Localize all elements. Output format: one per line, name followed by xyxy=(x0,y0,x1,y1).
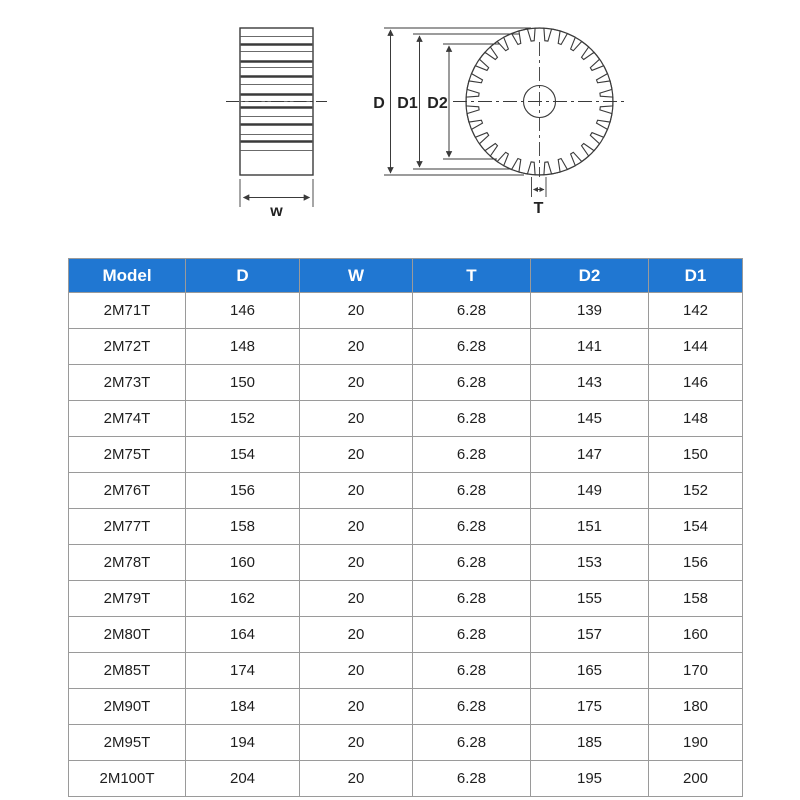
value-cell: 174 xyxy=(186,653,300,689)
table-row xyxy=(69,689,743,725)
value-cell: 6.28 xyxy=(413,473,531,509)
model-cell: 2M75T xyxy=(69,437,186,473)
table-row xyxy=(69,365,743,401)
value-cell: 195 xyxy=(531,761,649,797)
value-cell: 6.28 xyxy=(413,329,531,365)
model-cell: 2M79T xyxy=(69,581,186,617)
value-cell: 204 xyxy=(186,761,300,797)
value-cell: 150 xyxy=(649,437,743,473)
table-row xyxy=(69,617,743,653)
column-header: D1 xyxy=(649,259,743,293)
value-cell: 20 xyxy=(300,473,413,509)
width-dimension-label: w xyxy=(270,203,283,220)
model-cell: 2M71T xyxy=(69,293,186,329)
value-cell: 6.28 xyxy=(413,689,531,725)
d-dimension-label: D xyxy=(373,95,385,112)
value-cell: 6.28 xyxy=(413,437,531,473)
value-cell: 153 xyxy=(531,545,649,581)
model-cell: 2M76T xyxy=(69,473,186,509)
value-cell: 154 xyxy=(186,437,300,473)
value-cell: 200 xyxy=(649,761,743,797)
d2-dimension-label: D2 xyxy=(427,95,448,112)
value-cell: 175 xyxy=(531,689,649,725)
model-cell: 2M78T xyxy=(69,545,186,581)
value-cell: 194 xyxy=(186,725,300,761)
value-cell: 145 xyxy=(531,401,649,437)
pulley-drawing-svg xyxy=(0,0,800,245)
column-header: T xyxy=(413,259,531,293)
value-cell: 20 xyxy=(300,329,413,365)
value-cell: 190 xyxy=(649,725,743,761)
table-row xyxy=(69,401,743,437)
value-cell: 152 xyxy=(649,473,743,509)
value-cell: 152 xyxy=(186,401,300,437)
spec-table xyxy=(68,258,743,797)
value-cell: 20 xyxy=(300,689,413,725)
model-cell: 2M77T xyxy=(69,509,186,545)
table-row xyxy=(69,437,743,473)
value-cell: 154 xyxy=(649,509,743,545)
value-cell: 149 xyxy=(531,473,649,509)
value-cell: 156 xyxy=(649,545,743,581)
value-cell: 157 xyxy=(531,617,649,653)
value-cell: 164 xyxy=(186,617,300,653)
value-cell: 160 xyxy=(649,617,743,653)
value-cell: 6.28 xyxy=(413,761,531,797)
value-cell: 165 xyxy=(531,653,649,689)
value-cell: 162 xyxy=(186,581,300,617)
value-cell: 148 xyxy=(649,401,743,437)
value-cell: 158 xyxy=(649,581,743,617)
column-header: D2 xyxy=(531,259,649,293)
table-row xyxy=(69,329,743,365)
value-cell: 6.28 xyxy=(413,725,531,761)
table-row xyxy=(69,653,743,689)
value-cell: 20 xyxy=(300,653,413,689)
value-cell: 160 xyxy=(186,545,300,581)
pulley-front-view xyxy=(384,28,626,197)
value-cell: 141 xyxy=(531,329,649,365)
value-cell: 6.28 xyxy=(413,545,531,581)
value-cell: 20 xyxy=(300,617,413,653)
value-cell: 6.28 xyxy=(413,581,531,617)
value-cell: 20 xyxy=(300,365,413,401)
value-cell: 20 xyxy=(300,581,413,617)
value-cell: 148 xyxy=(186,329,300,365)
value-cell: 146 xyxy=(186,293,300,329)
value-cell: 144 xyxy=(649,329,743,365)
value-cell: 150 xyxy=(186,365,300,401)
table-row xyxy=(69,473,743,509)
side-view-tooth-lines xyxy=(241,37,313,151)
value-cell: 6.28 xyxy=(413,293,531,329)
value-cell: 156 xyxy=(186,473,300,509)
value-cell: 142 xyxy=(649,293,743,329)
model-cell: 2M80T xyxy=(69,617,186,653)
t-dimension-label: T xyxy=(533,200,544,217)
value-cell: 158 xyxy=(186,509,300,545)
value-cell: 20 xyxy=(300,545,413,581)
value-cell: 151 xyxy=(531,509,649,545)
value-cell: 6.28 xyxy=(413,617,531,653)
pulley-diagram xyxy=(0,0,800,245)
model-cell: 2M74T xyxy=(69,401,186,437)
model-cell: 2M73T xyxy=(69,365,186,401)
value-cell: 20 xyxy=(300,437,413,473)
table-row xyxy=(69,545,743,581)
column-header: W xyxy=(300,259,413,293)
value-cell: 20 xyxy=(300,293,413,329)
model-cell: 2M95T xyxy=(69,725,186,761)
value-cell: 6.28 xyxy=(413,401,531,437)
table-row xyxy=(69,725,743,761)
value-cell: 155 xyxy=(531,581,649,617)
table-row xyxy=(69,761,743,797)
table-row xyxy=(69,293,743,329)
value-cell: 143 xyxy=(531,365,649,401)
value-cell: 139 xyxy=(531,293,649,329)
value-cell: 20 xyxy=(300,509,413,545)
value-cell: 147 xyxy=(531,437,649,473)
value-cell: 6.28 xyxy=(413,509,531,545)
column-header: D xyxy=(186,259,300,293)
column-header: Model xyxy=(69,259,186,293)
model-cell: 2M90T xyxy=(69,689,186,725)
value-cell: 146 xyxy=(649,365,743,401)
value-cell: 184 xyxy=(186,689,300,725)
model-cell: 2M100T xyxy=(69,761,186,797)
value-cell: 20 xyxy=(300,761,413,797)
table-header-row xyxy=(69,259,743,293)
value-cell: 180 xyxy=(649,689,743,725)
value-cell: 170 xyxy=(649,653,743,689)
table-row xyxy=(69,509,743,545)
table-row xyxy=(69,581,743,617)
value-cell: 185 xyxy=(531,725,649,761)
value-cell: 20 xyxy=(300,725,413,761)
value-cell: 6.28 xyxy=(413,365,531,401)
model-cell: 2M72T xyxy=(69,329,186,365)
d1-dimension-label: D1 xyxy=(397,95,418,112)
model-cell: 2M85T xyxy=(69,653,186,689)
value-cell: 6.28 xyxy=(413,653,531,689)
pulley-side-view xyxy=(226,28,327,207)
value-cell: 20 xyxy=(300,401,413,437)
